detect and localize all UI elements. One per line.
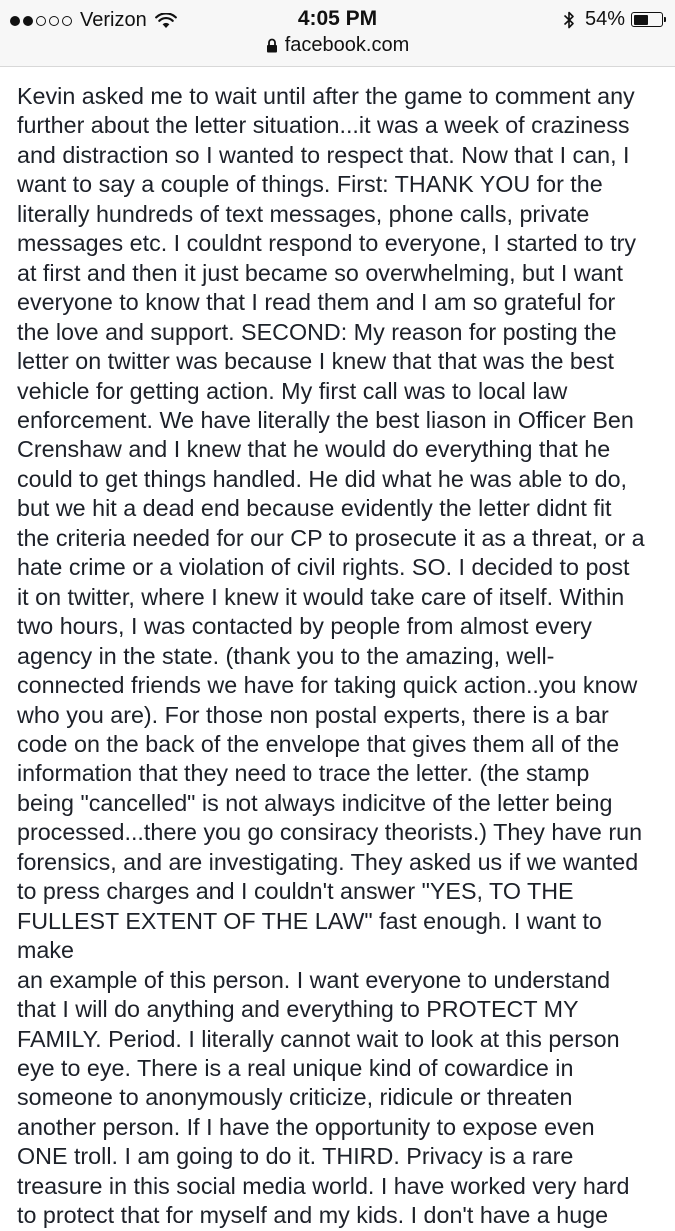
battery-percent: 54% (584, 8, 625, 30)
url-bar[interactable] (0, 34, 675, 57)
post-text: Kevin asked me to wait until after the game to comment any further about the letter situation...it was a week of craziness and distraction so I wanted to respect that. Now that I can, I want to say a couple of things. First: THANK YOU for the literally hundreds of text messages, phone calls, private messages etc. I couldnt respond to everyone, I started to try at first and then it just became so overwhelming, but I want everyone to know that I read them and I am so grateful for the love and support. SECOND: My reason for posting the letter on twitter was because I knew that that was the best vehicle for getting action. My first call was to local law enforcement. We have literally the best liason in Officer Ben Crenshaw and I knew that he would do everything that he could to get things handled. He did what he was able to do, but we hit a dead end because evidently the letter didnt fit the criteria needed for our CP to prosecute it as a threat, or a hate crime or a violation of civil rights. SO. I decided to post it on twitter, where I knew it would take care of itself. Within two hours, I was contacted by people from almost every agency in the state. (thank you to the amazing, well- connected friends we have for taking quick action..you know who you are). For those non postal experts, there is a bar code on the back of the envelope that gives them all of the information that they need to trace the letter. (the stamp being "cancelled" is not always indicitve of the letter being processed...there you go consiracy theorists.) They have run forensics, and are investigating. They asked us if we wanted to press charges and I couldn't answer "YES, TO THE FULLEST EXTENT OF THE LAW" fast enough. I want to make an example of this person. I want everyone to understand that I will do anything and everything to PROTECT MY FAMILY. Period. I literally cannot wait to look at this person eye to eye. There is a real unique kind of cowardice in someone to anonymously criticize, ridicule or threaten another person. If I have the opportunity to expose even ONE troll. I am going to do it. THIRD. Privacy is a rare treasure in this social media world. I have worked very hard to protect that for myself and my kids. I don't have a huge (17, 83, 645, 1229)
url-text: facebook.com (284, 34, 410, 56)
battery-icon (631, 12, 663, 27)
status-right (563, 8, 663, 31)
carrier-name: Verizon (80, 9, 147, 31)
clock: 4:05 PM (297, 7, 378, 30)
battery-level (634, 15, 648, 25)
lock-icon (266, 38, 278, 53)
top-bar (0, 0, 675, 67)
bluetooth-icon (563, 10, 575, 30)
